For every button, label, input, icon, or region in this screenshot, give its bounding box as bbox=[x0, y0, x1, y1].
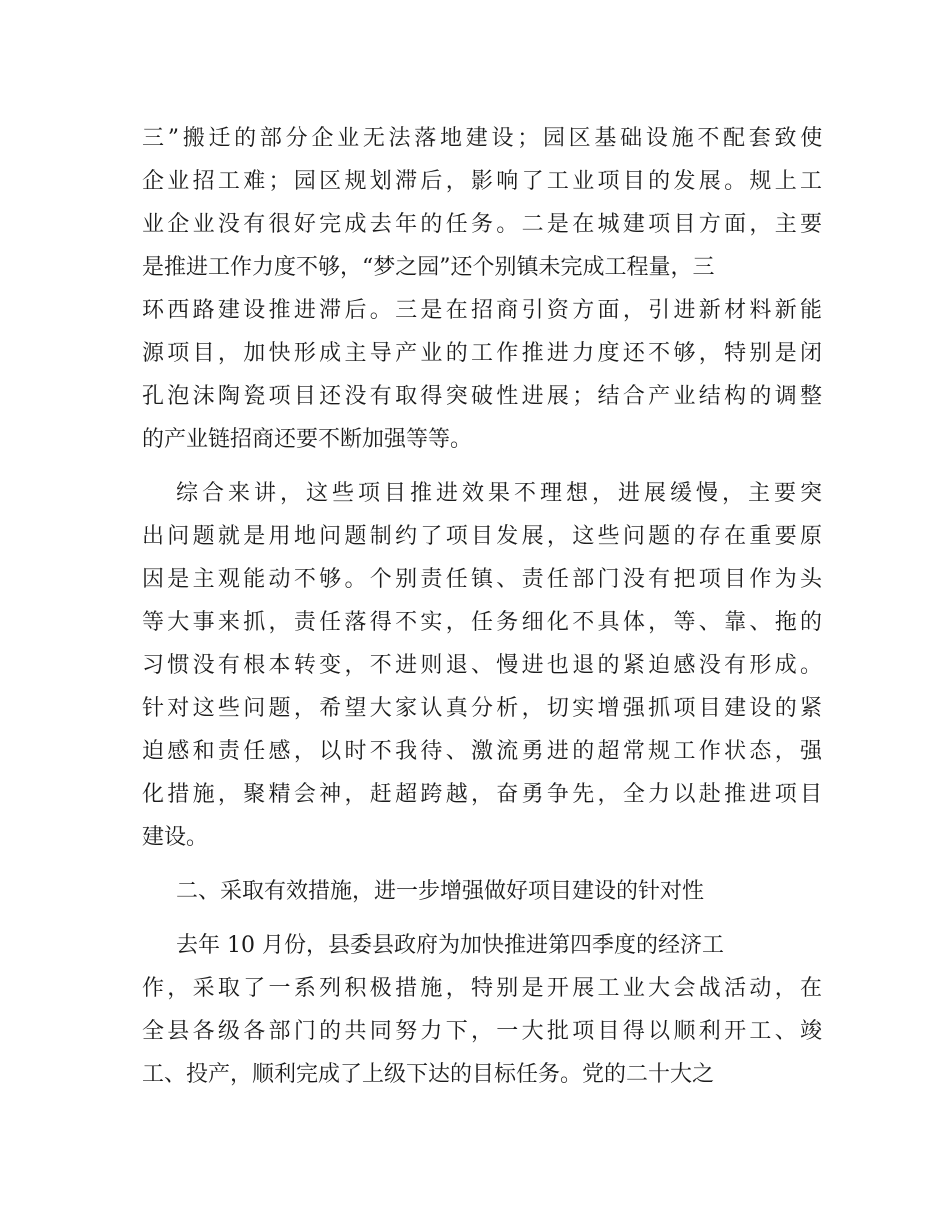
paragraph-3-line: 全县各级各部门的共同努力下，一大批项目得以顺利开工、竣 bbox=[142, 1019, 826, 1044]
paragraph-1-line: 业企业没有很好完成去年的任务。二是在城建项目方面，主要 bbox=[142, 212, 826, 237]
paragraph-2-line: 习惯没有根本转变，不进则退、慢进也退的紧迫感没有形成。 bbox=[142, 653, 826, 678]
paragraph-2-line: 建设。 bbox=[142, 825, 209, 850]
paragraph-1-line: 企业招工难；园区规划滞后，影响了工业项目的发展。规上工 bbox=[142, 169, 826, 194]
paragraph-1-line: 三”搬迁的部分企业无法落地建设；园区基础设施不配套致使 bbox=[142, 126, 826, 151]
paragraph-3-line: 去年 10 月份，县委县政府为加快推进第四季度的经济工 bbox=[176, 933, 724, 958]
paragraph-3-line: 作，采取了一系列积极措施，特别是开展工业大会战活动，在 bbox=[142, 976, 826, 1001]
section-heading: 二、采取有效措施，进一步增强做好项目建设的针对性 bbox=[176, 879, 705, 904]
paragraph-1-line: 是推进工作力度不够，“梦之园”还个别镇未完成工程量，三 bbox=[142, 255, 715, 280]
paragraph-2-line: 针对这些问题，希望大家认真分析，切实增强抓项目建设的紧 bbox=[142, 696, 826, 721]
paragraph-3-line: 工、投产，顺利完成了上级下达的目标任务。党的二十大之 bbox=[142, 1062, 715, 1087]
paragraph-1-line: 源项目，加快形成主导产业的工作推进力度还不够，特别是闭 bbox=[142, 341, 826, 366]
paragraph-2-line: 综合来讲，这些项目推进效果不理想，进展缓慢，主要突 bbox=[176, 481, 827, 506]
paragraph-2-line: 迫感和责任感，以时不我待、激流勇进的超常规工作状态，强 bbox=[142, 739, 826, 764]
paragraph-1-line: 的产业链招商还要不断加强等等。 bbox=[142, 427, 473, 452]
paragraph-2-line: 化措施，聚精会神，赶超跨越，奋勇争先，全力以赴推进项目 bbox=[142, 782, 826, 807]
paragraph-2-line: 因是主观能动不够。个别责任镇、责任部门没有把项目作为头 bbox=[142, 567, 826, 592]
paragraph-2-line: 出问题就是用地问题制约了项目发展，这些问题的存在重要原 bbox=[142, 524, 826, 549]
paragraph-1-line: 环西路建设推进滞后。三是在招商引资方面，引进新材料新能 bbox=[142, 298, 826, 323]
paragraph-2-line: 等大事来抓，责任落得不实，任务细化不具体，等、靠、拖的 bbox=[142, 610, 826, 635]
paragraph-1-line: 孔泡沫陶瓷项目还没有取得突破性进展；结合产业结构的调整 bbox=[142, 384, 826, 409]
